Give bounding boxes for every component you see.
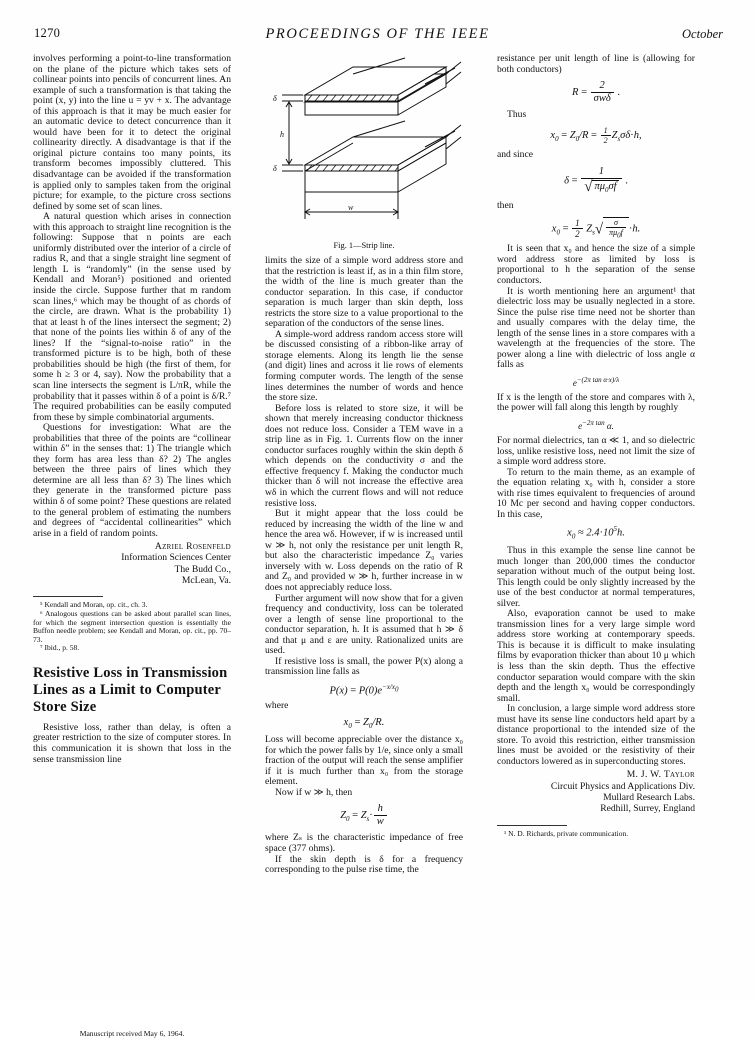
paragraph: A simple-word address random access store will be discussed consisting of a ribbon-like array of storage elements. Along its length lie the sense (and digit) lines and across it lie rows of elements forming computer words. The length of the sense lines determines the number of words and hence the store size. bbox=[265, 328, 463, 404]
issue-month: October bbox=[682, 27, 723, 41]
page-folio: 1270 bbox=[34, 26, 61, 40]
column-2 bbox=[265, 54, 463, 876]
paragraph: Before loss is related to store size, it will be shown that merely increasing conductor thickness does not reduce loss. Consider a TEM wave in a strip line as in Fig. 1. Currents flow on the inner conductor surfaces roughly within the skin depth δ which depends on the conductivity σ and the effective frequency f. Making the conductor much thicker than δ will not increase the effective area wδ in which the current flows and will not reduce resistive loss. bbox=[265, 402, 463, 509]
now-if-label: Now if w ≫ h, then bbox=[275, 786, 353, 798]
author-affiliation: Mullard Research Labs. bbox=[603, 792, 695, 804]
footnote: ⁵ Kendall and Moran, op. cit., ch. 3. bbox=[40, 600, 148, 610]
paragraph: It is worth mentioning here an argument¹ that dielectric loss may be usually neglected in a store. Since the pulse rise time need not be shorter than and usually compares with the delay time, the length of the sense lines in a store compares with a wavelength at the frequencies of the store. The power along a line with dielectric of loss angle α falls as bbox=[497, 285, 695, 371]
column-1 bbox=[33, 54, 231, 765]
equation-dielectric-power: $e^{-(2\pi tan \alpha\cdot x)/\lambda}$ bbox=[572, 375, 620, 388]
paragraph: Loss will become appreciable over the distance x₀ for which the power falls by 1/e, since only a small fraction of the output will reach the sense amplifier if it is much further than x₀ from the storage element. bbox=[265, 734, 463, 788]
article-title: Resistive Loss in Transmission Lines as a Limit to Computer Store Size bbox=[33, 664, 228, 715]
footnote: ¹ N. D. Richards, private communication. bbox=[504, 828, 629, 838]
paragraph: Questions for investigation: What are the probabilities that three of the points are “collinear within δ” in the senses that: 1) The triangle which they form has area less than δ? 2) The angles between the three pairs of lines which they determine are all less than δ? 3) The lines which they generate in the transformed picture pass within δ of some point? These questions are related to the general problem of estimating the numbers and degrees of “accidental collinearities” which arise in a field of random points. bbox=[33, 422, 231, 539]
paragraph: Also, evaporation cannot be used to make transmission lines for a very large simple word address store working at contemporary speeds. This is because it is difficult to make insulating films by evaporation thicker than about 10 μ which is less than the skin depth. Thus the effective conductor separation would compare with the skin depth and the length x₀ would be correspondingly small. bbox=[497, 608, 695, 704]
paragraph: But it might appear that the loss could be reduced by increasing the width of the line w and hence the area wδ. However, if w is increased until w ≫ h, not only the resistance per unit length R, but also the characteristic impedance Z₀ varies inversely with w. Loss depends on the ratio of R and Z₀ and provided w ≫ h, further increase in w does not appreciably reduce loss. bbox=[265, 508, 463, 593]
equation-x0-def: $x_0 = Z_0/R$. bbox=[343, 716, 385, 731]
strip-line-diagram bbox=[265, 54, 463, 250]
paragraph: To return to the main theme, as an example of the equation relating x₀ with h, consider a store with rise times equivalent to frequencies of around 10 Mc per second and having copper conductors. In this case, bbox=[497, 466, 695, 520]
paragraph: In conclusion, a large simple word address store must have its sense line conductors held apart by a distance proportional to the intended size of the store. To avoid this restriction, either transmission lines must be avoided or the resistivity of their conductors lowered as in superconducting stores. bbox=[497, 703, 695, 767]
author-signature bbox=[33, 541, 231, 586]
equation-R: R = $\frac{2}{\text{σwδ}}$ . bbox=[572, 80, 620, 105]
equation-x0-then: $x_0$ = $\frac{1}{2}$ $Z_s√$ $\frac{\sigma}{\pi\mu_0f}$ ·h. bbox=[551, 217, 641, 240]
author-location: McLean, Va. bbox=[181, 575, 231, 587]
where-label: where bbox=[265, 700, 289, 712]
journal-title: PROCEEDINGS OF THE IEEE bbox=[265, 26, 490, 42]
paragraph: If resistive loss is small, the power P(x) along a transmission line falls as bbox=[265, 655, 463, 678]
equation-delta: δ = $\frac{1}{√ \pi\mu_0\sigma f}$ . bbox=[564, 165, 628, 195]
paragraph: If the skin depth is δ for a frequency corresponding to the pulse rise time, the bbox=[265, 853, 463, 876]
equation-x0-thus: $x_0 = Z_0/R$ = $\frac{1}{2}$ $Z_s\sigma\delta\cdot h$, bbox=[550, 125, 642, 145]
equation-x0-example: $x_0 \approx 2.4\cdot 10^5h$. bbox=[567, 525, 625, 541]
footnote-rule bbox=[33, 596, 103, 597]
equation-dielectric-rough: $e^{-2\pi tan}$ α. bbox=[578, 419, 614, 432]
figure-1 bbox=[265, 54, 463, 250]
paragraph: where Zₛ is the characteristic impedance of free space (377 ohms). bbox=[265, 832, 463, 854]
text-columns bbox=[0, 53, 755, 1038]
paragraph: Further argument will now show that for a given frequency and conductivity, loss can be tolerated over a length of sense line proportional to the conductor separation, h. It is assumed that h ≫ δ and that μ and ε are unity. Rationalized units are used. bbox=[265, 592, 463, 657]
label-delta-top: δ bbox=[273, 94, 277, 103]
author-name: M. J. W. Taylor bbox=[626, 769, 695, 781]
paragraph: For normal dielectrics, tan α ≪ 1, and so dielectric loss, unlike resistive loss, need not limit the size of a simple word address store. bbox=[497, 435, 695, 468]
author-affiliation: The Budd Co., bbox=[174, 563, 231, 575]
column-3 bbox=[497, 54, 695, 838]
author-name: Azriel Rosenfeld bbox=[154, 541, 231, 553]
paragraph: Thus in this example the sense line cannot be much longer than 200,000 times the conductor separation without much of the output being lost. This length could be only slightly increased by the use of the best conductor at normal temperatures, silver. bbox=[497, 545, 695, 609]
label-h: h bbox=[280, 130, 284, 139]
then-label: then bbox=[497, 200, 514, 211]
footnote: ⁷ Ibid., p. 58. bbox=[40, 643, 80, 653]
author-affiliation: Circuit Physics and Applications Div. bbox=[550, 780, 695, 792]
footnote: ⁶ Analogous questions can be asked about parallel scan lines, for which the segment intersection question is essentially the Buffon needle problem; see Kendall and Moran, op. cit., pp. 70–73. bbox=[33, 608, 231, 644]
label-delta-bottom: δ bbox=[273, 164, 277, 173]
paragraph: Resistive loss, rather than delay, is often a greater restriction to the size of computer stores. In this communication it is shown that loss in the sense transmission line bbox=[33, 721, 231, 765]
paragraph: A natural question which arises in connection with this approach to straight line recognition is the following: Suppose that n points are each uniformly distributed over the interior of a circle of radius R, and that a single straight line segment of length L is “randomly” (in the sense used by Kendall and Moran⁵) positioned and oriented inside the circle. Suppose further that m random scan lines,⁶ which may be thought of as chords of the circle, are drawn. What is the probability 1) that at least h of the lines intersect the segment; 2) that none of the points lies within δ of any of the lines? If the “signal-to-noise ratio” in the transformed picture is to be high, both of these probabilities should be high (the first of them, for some h ≥ 3 or 4, say). Now the probability that a scan line intersects the segment is L/πR, while the probability that it passes within δ of a point is δ/R.⁷ The required probabilities can be easily computed from these by simple combinatorial arguments. bbox=[33, 211, 231, 423]
running-head bbox=[0, 26, 755, 46]
and-since-label: and since bbox=[497, 149, 533, 161]
equation-z0-def: $Z_0 = Z_s\cdot$ $\frac{h}{w}$ bbox=[265, 803, 463, 828]
paragraph: If x is the length of the store and compares with λ, the power will fall along this length by roughly bbox=[497, 391, 695, 414]
paragraph: involves performing a point-to-line transformation on the plane of the picture which takes sets of collinear points into pencils of concurrent lines. An example of such a transformation is that taking the point (x, y) into the line u = yv + x. The advantage of this approach is that it may be much easier for an automatic device to detect concurrence than it would have been for it to detect the original collinearity directly. A disadvantage is that if the original picture contains too many points, its transform becomes impossibly cluttered. This disadvantage can be avoided if the transformation is applied only to samples taken from the original picture; for example, to the picture cross sections defined by some set of scan lines. bbox=[33, 53, 231, 212]
author-signature bbox=[497, 769, 695, 814]
manuscript-note: Manuscript received May 6, 1964. bbox=[79, 1029, 185, 1038]
paragraph: limits the size of a simple word address store and that the restriction is least if, as in a thin film store, the width of the line is much greater than the conductor separation. In this case, if conductor separation is much larger than skin depth, loss restricts the store size to a value proportional to the separation of the conductors of the sense lines. bbox=[265, 255, 463, 330]
label-w: w bbox=[348, 203, 354, 212]
figure-caption: Fig. 1—Strip line. bbox=[333, 241, 395, 250]
author-affiliation: Information Sciences Center bbox=[121, 552, 231, 564]
thus-label: Thus bbox=[507, 109, 527, 121]
paragraph: It is seen that x₀ and hence the size of a simple word address store as limited by loss is proportional to h the separation of the sense conductors. bbox=[497, 243, 695, 287]
paragraph: resistance per unit length of line is (allowing for both conductors) bbox=[497, 53, 695, 75]
author-location: Redhill, Surrey, England bbox=[600, 803, 695, 815]
footnote-rule bbox=[497, 825, 567, 826]
equation-power-decay: $P(x) = P(0)e^{-x/x_0}$ bbox=[329, 682, 399, 697]
